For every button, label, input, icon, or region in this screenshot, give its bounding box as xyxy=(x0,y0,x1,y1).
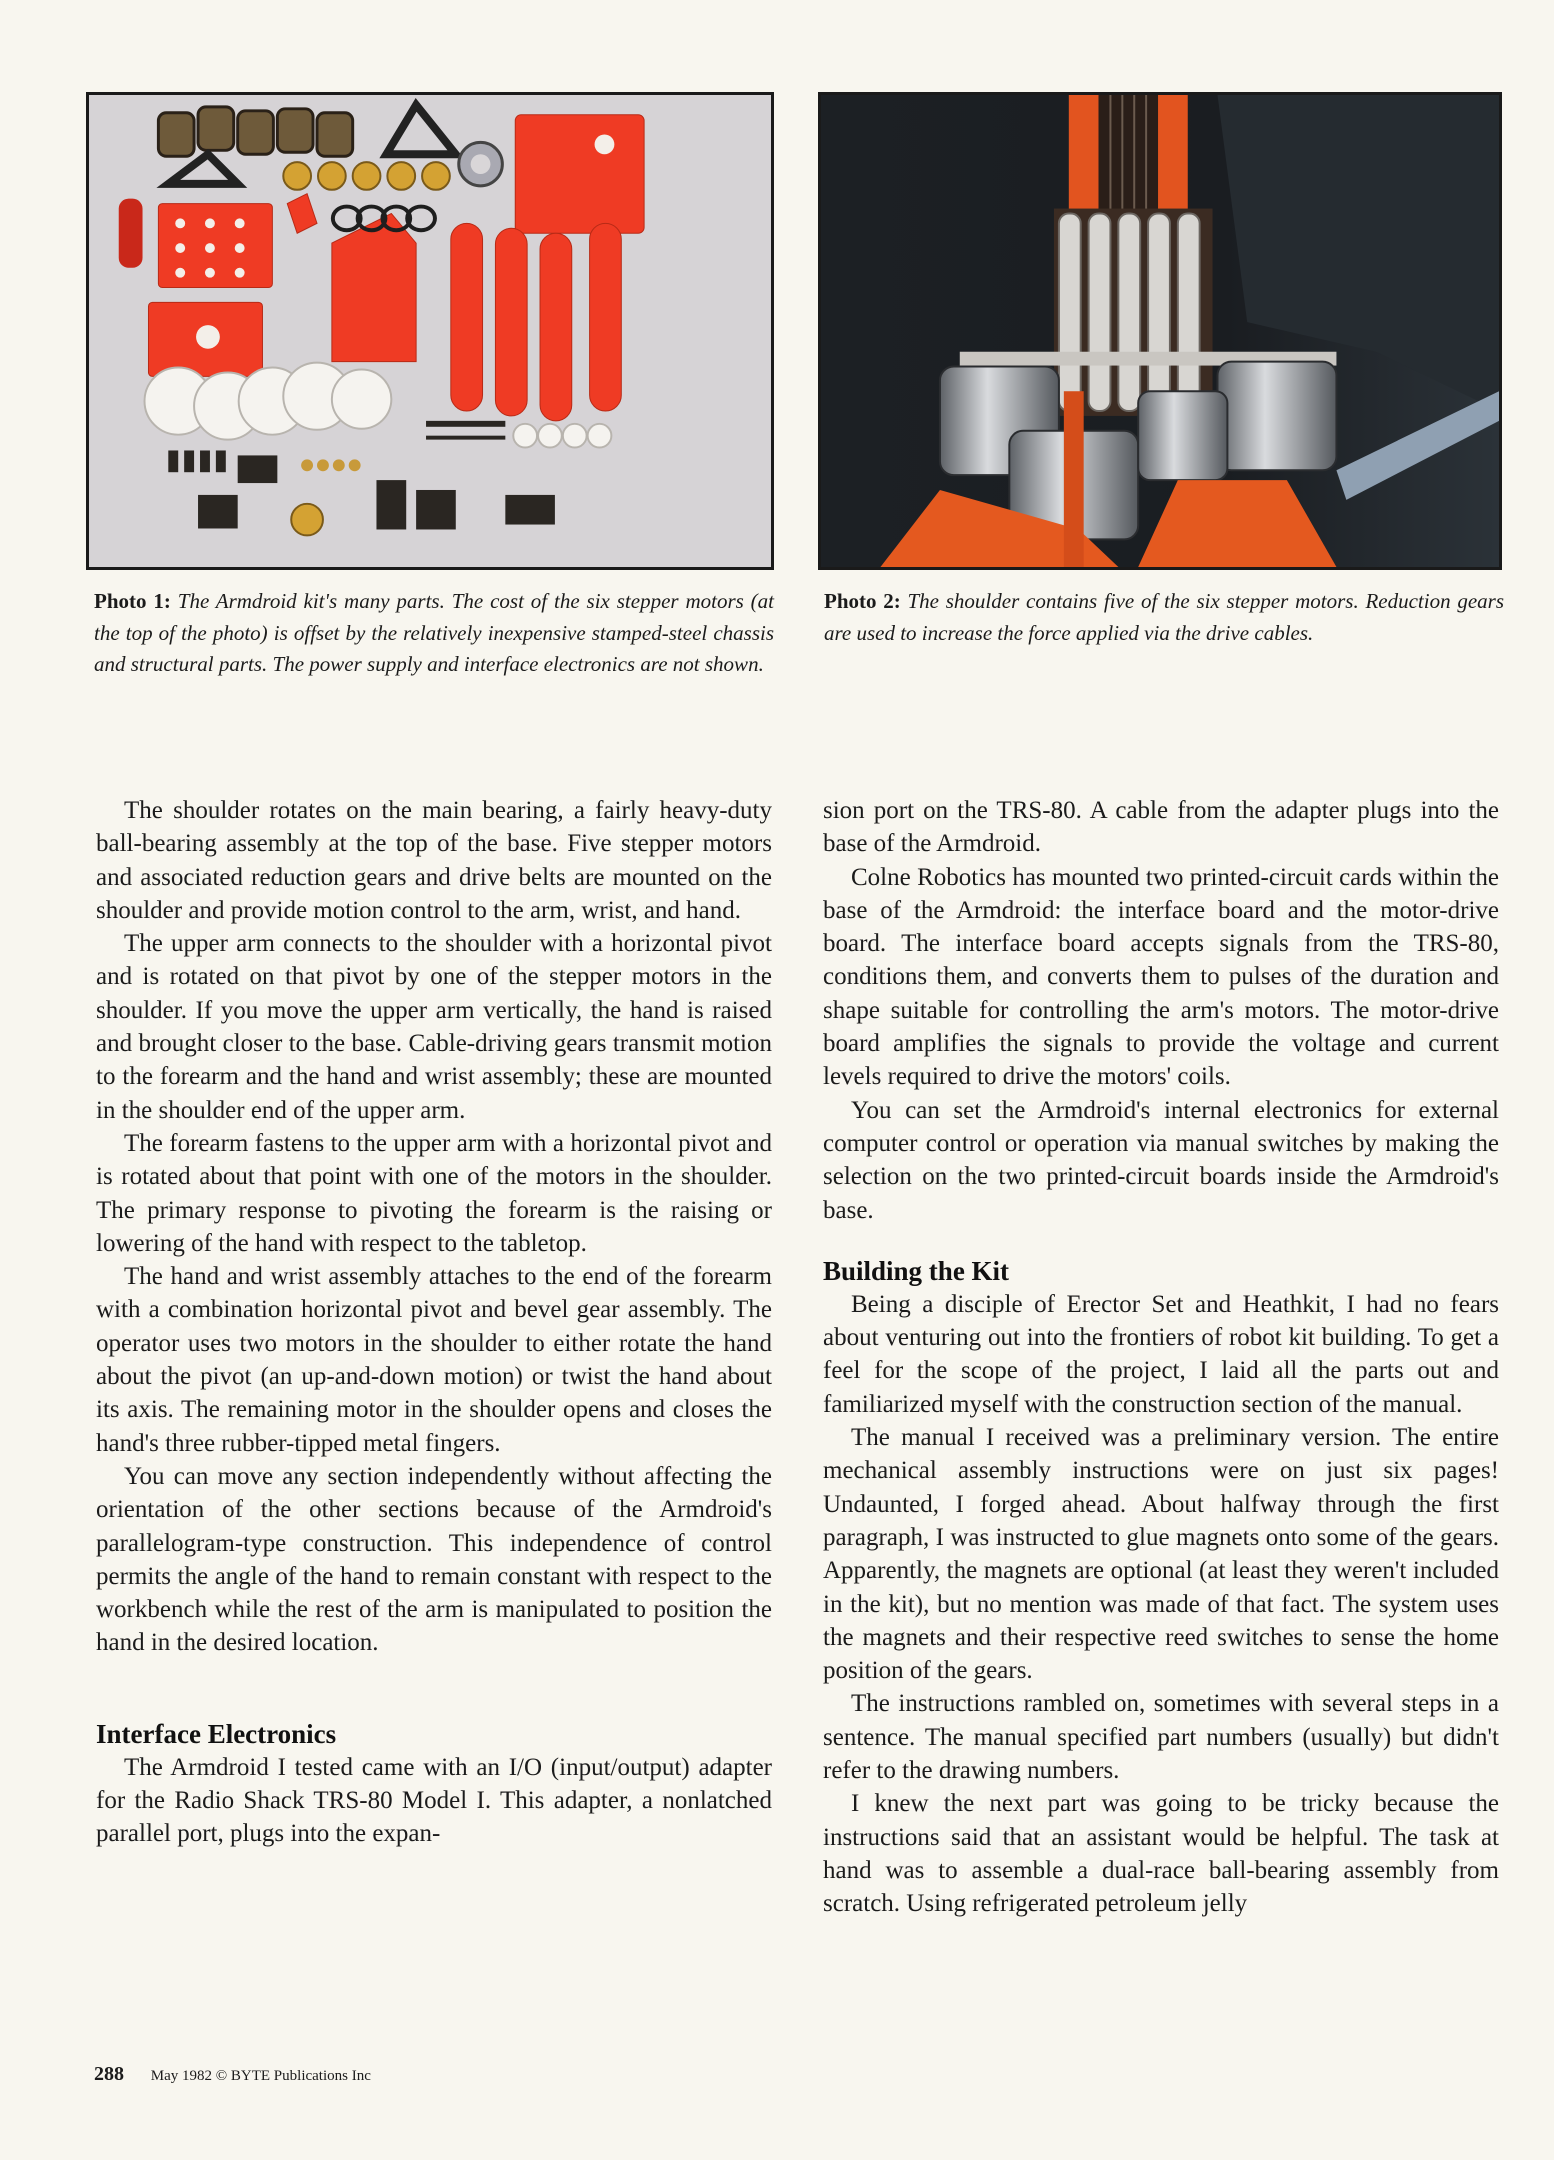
photo-1 xyxy=(86,92,774,570)
right-column xyxy=(823,794,1499,1921)
paragraph: The hand and wrist assembly attaches to the end of the forearm with a combination horizontal pivot and bevel gear assembly. The operator uses two motors in the shoulder to either rotate the hand about the pivot (an up-and-down motion) or twist the hand about its axis. The remaining motor in the shoulder opens and closes the hand's three rubber-tipped metal fingers. xyxy=(96,1263,772,1457)
paragraph: The shoulder rotates on the main bearing, a fairly heavy-duty ball-bearing assembly at the top of the base. Five stepper motors and associated reduction gears and drive belts are mounted on the shoulder and provide motion control to the arm, wrist, and hand. xyxy=(96,797,772,924)
page-number: 288 xyxy=(94,2063,124,2085)
paragraph: sion port on the TRS-80. A cable from the adapter plugs into the base of the Armdroid. xyxy=(823,797,1499,858)
paragraph: You can set the Armdroid's internal electronics for external computer control or operation via manual switches by making the selection on the two printed-circuit boards inside the Armdroid's base. xyxy=(823,1096,1499,1224)
heading-building-the-kit: Building the Kit xyxy=(823,1255,1010,1286)
paragraph: I knew the next part was going to be tricky because the instructions said that an assistant would be helpful. The task at hand was to assemble a dual-race ball-bearing assembly from scratch. Using refrigerated petroleum jelly xyxy=(823,1790,1499,1918)
paragraph: The upper arm connects to the shoulder with a horizontal pivot and is rotated on that pivot by one of the stepper motors in the shoulder. If you move the upper arm vertically, the hand is raised and brought closer to the base. Cable-driving gears transmit motion to the forearm and the hand and wrist assembly; these are mounted in the shoulder end of the upper arm. xyxy=(96,930,772,1124)
photo-2-image xyxy=(821,95,1499,567)
publication-credit: May 1982 © BYTE Publications Inc xyxy=(150,2068,371,2084)
paragraph: The instructions rambled on, sometimes with several steps in a sentence. The manual specified part numbers (usually) but didn't refer to the drawing numbers. xyxy=(823,1690,1499,1785)
left-column xyxy=(96,794,772,1851)
photo-2-caption xyxy=(824,586,1504,649)
paragraph: The Armdroid I tested came with an I/O (input/output) adapter for the Radio Shack TRS-80 Model I. This adapter, a nonlatched parallel port, plugs into the expan- xyxy=(96,1753,772,1848)
photo-1-label: Photo 1: xyxy=(94,589,171,613)
photo-2 xyxy=(818,92,1502,570)
heading-interface-electronics: Interface Electronics xyxy=(96,1718,337,1749)
photo-1-caption-text: The Armdroid kit's many parts. The cost of the six stepper motors (at the top of the photo) is offset by the relatively inexpensive stamped-steel chassis and structural parts. The power supply and interface electronics are not shown. xyxy=(94,589,774,676)
paragraph: Colne Robotics has mounted two printed-circuit cards within the base of the Armdroid: the interface board and the motor-drive board. The interface board accepts signals from the TRS-80, conditions them, and converts them to pulses of the duration and shape suitable for controlling the arm's motors. The motor-drive board amplifies the signals to provide the voltage and current levels required to drive the motors' coils. xyxy=(823,863,1499,1091)
paragraph: The manual I received was a preliminary version. The entire mechanical assembly instructions were on just six pages! Undaunted, I forged ahead. About halfway through the first paragraph, I was instructed to glue magnets onto some of the gears. Apparently, the magnets are optional (at least they weren't included in the kit), but no mention was made of that fact. The system uses the magnets and their respective reed switches to sense the home position of the gears. xyxy=(823,1424,1499,1685)
photo-2-label: Photo 2: xyxy=(824,589,901,613)
paragraph: You can move any section independently without affecting the orientation of the other sections because of the Armdroid's parallelogram-type construction. This independence of control permits the angle of the hand to remain constant with respect to the workbench while the rest of the arm is manipulated to position the hand in the desired location. xyxy=(96,1462,772,1657)
paragraph: The forearm fastens to the upper arm with a horizontal pivot and is rotated about that point with one of the motors in the shoulder. The primary response to pivoting the forearm is the raising or lowering of the hand with respect to the tabletop. xyxy=(96,1129,772,1257)
photo-1-caption xyxy=(94,586,774,681)
photo-1-image xyxy=(89,95,771,567)
page-footer xyxy=(94,2063,371,2086)
paragraph: Being a disciple of Erector Set and Heathkit, I had no fears about venturing out into the frontiers of robot kit building. To get a feel for the scope of the project, I laid all the parts out and familiarized myself with the construction section of the manual. xyxy=(823,1290,1499,1418)
photo-2-caption-text: The shoulder contains five of the six stepper motors. Reduction gears are used to increase the force applied via the drive cables. xyxy=(824,589,1504,645)
